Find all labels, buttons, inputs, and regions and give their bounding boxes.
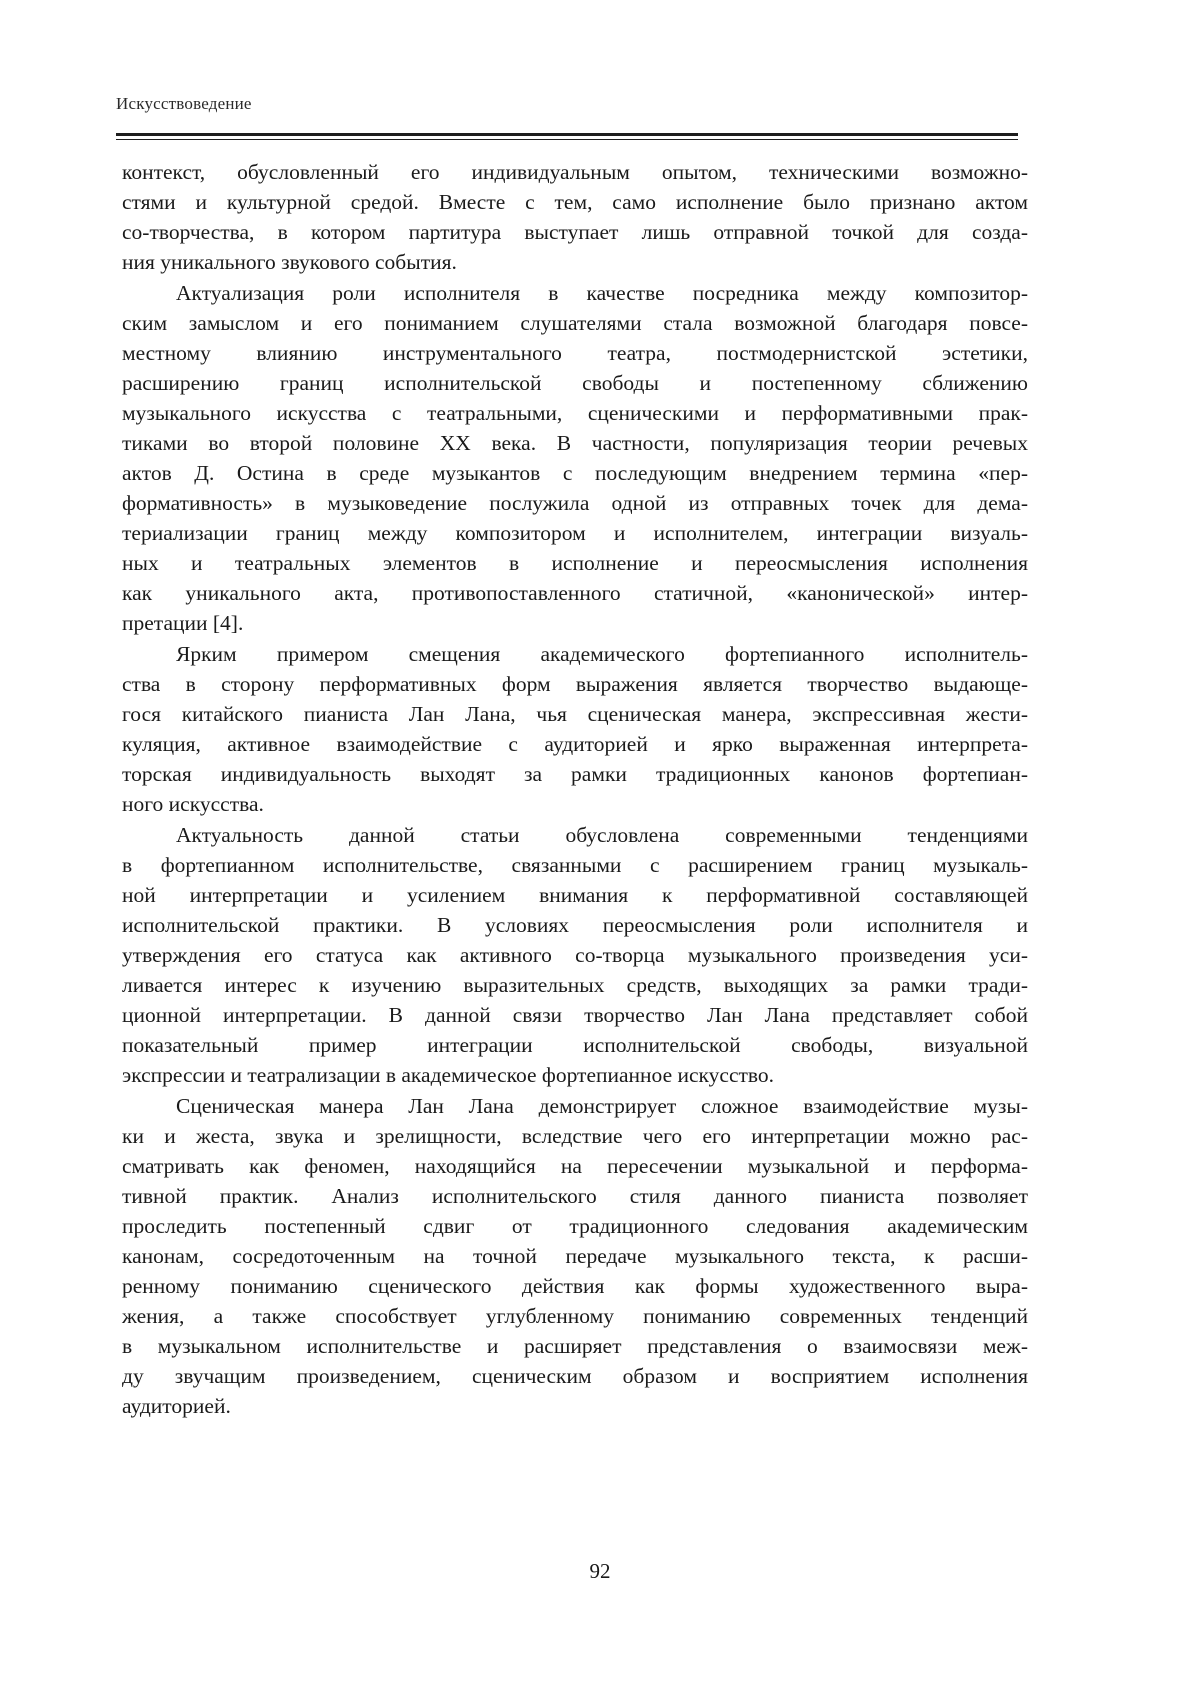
text-line: териализации границ между композитором и исполнителем, интеграции визуаль- xyxy=(122,521,1028,545)
text-line: музыкального искусства с театральными, сценическими и перформативными прак- xyxy=(122,401,1028,425)
text-line: ного искусства. xyxy=(122,792,264,816)
text-line: аудиторией. xyxy=(122,1394,231,1418)
header-rule-thin xyxy=(116,139,1018,140)
text-line: ной интерпретации и усилением внимания к перформативной составляющей xyxy=(122,883,1028,907)
text-line: проследить постепенный сдвиг от традиционного следования академическим xyxy=(122,1214,1028,1238)
text-line: расширению границ исполнительской свободы и постепенному сближению xyxy=(122,371,1028,395)
text-line: канонам, сосредоточенным на точной передаче музыкального текста, к расши- xyxy=(122,1244,1028,1268)
text-line: актов Д. Остина в среде музыкантов с последующим внедрением термина «пер- xyxy=(122,461,1028,485)
running-header: Искусствоведение xyxy=(116,94,252,113)
text-line: сматривать как феномен, находящийся на пересечении музыкальной и перформа- xyxy=(122,1154,1028,1178)
text-line: местному влиянию инструментального театра, постмодернистской эстетики, xyxy=(122,341,1028,365)
text-line: ния уникального звукового события. xyxy=(122,250,457,274)
text-line: ливается интерес к изучению выразительных средств, выходящих за рамки тради- xyxy=(122,973,1028,997)
text-line: ским замыслом и его пониманием слушателями стала возможной благодаря повсе- xyxy=(122,311,1028,335)
text-line: Ярким примером смещения академического фортепианного исполнитель- xyxy=(176,642,1028,666)
text-line: ных и театральных элементов в исполнение и переосмысления исполнения xyxy=(122,551,1028,575)
text-line: претации [4]. xyxy=(122,611,244,635)
text-line: ренному пониманию сценического действия как формы художественного выра- xyxy=(122,1274,1028,1298)
text-line: как уникального акта, противопоставленного статичной, «канонической» интер- xyxy=(122,581,1028,605)
text-line: куляция, активное взаимодействие с аудиторией и ярко выраженная интерпрета- xyxy=(122,732,1028,756)
text-line: экспрессии и театрализации в академическое фортепианное искусство. xyxy=(122,1063,775,1087)
page-number: 92 xyxy=(589,1559,611,1583)
text-line: в музыкальном исполнительстве и расширяет представления о взаимосвязи меж- xyxy=(122,1334,1028,1358)
text-line: со-творчества, в котором партитура выступает лишь отправной точкой для созда- xyxy=(122,220,1028,244)
text-line: ционной интерпретации. В данной связи творчество Лан Лана представляет собой xyxy=(122,1003,1028,1027)
text-line: ки и жеста, звука и зрелищности, вследствие чего его интерпретации можно рас- xyxy=(122,1124,1028,1148)
text-line: тиками во второй половине XX века. В частности, популяризация теории речевых xyxy=(122,431,1028,455)
text-line: исполнительской практики. В условиях переосмысления роли исполнителя и xyxy=(122,913,1028,937)
text-line: в фортепианном исполнительстве, связанными с расширением границ музыкаль- xyxy=(122,853,1028,877)
text-line: гося китайского пианиста Лан Лана, чья сценическая манера, экспрессивная жести- xyxy=(122,702,1028,726)
text-line: тивной практик. Анализ исполнительского стиля данного пианиста позволяет xyxy=(122,1184,1028,1208)
text-line: Актуальность данной статьи обусловлена современными тенденциями xyxy=(176,823,1028,847)
text-line: стями и культурной средой. Вместе с тем, само исполнение было признано актом xyxy=(122,190,1028,214)
text-line: Сценическая манера Лан Лана демонстрирует сложное взаимодействие музы- xyxy=(176,1094,1028,1118)
text-line: жения, а также способствует углубленному пониманию современных тенденций xyxy=(122,1304,1028,1328)
header-rule-thick xyxy=(116,133,1018,136)
text-line: формативность» в музыковедение послужила одной из отправных точек для дема- xyxy=(122,491,1028,515)
text-line: ства в сторону перформативных форм выражения является творчество выдающе- xyxy=(122,672,1028,696)
text-line: торская индивидуальность выходят за рамки традиционных канонов фортепиан- xyxy=(122,762,1028,786)
text-line: Актуализация роли исполнителя в качестве посредника между композитор- xyxy=(176,281,1028,305)
text-line: утверждения его статуса как активного со-творца музыкального произведения уси- xyxy=(122,943,1028,967)
text-line: показательный пример интеграции исполнительской свободы, визуальной xyxy=(122,1033,1028,1057)
text-line: контекст, обусловленный его индивидуальным опытом, техническими возможно- xyxy=(122,160,1028,184)
text-line: ду звучащим произведением, сценическим образом и восприятием исполнения xyxy=(122,1364,1028,1388)
